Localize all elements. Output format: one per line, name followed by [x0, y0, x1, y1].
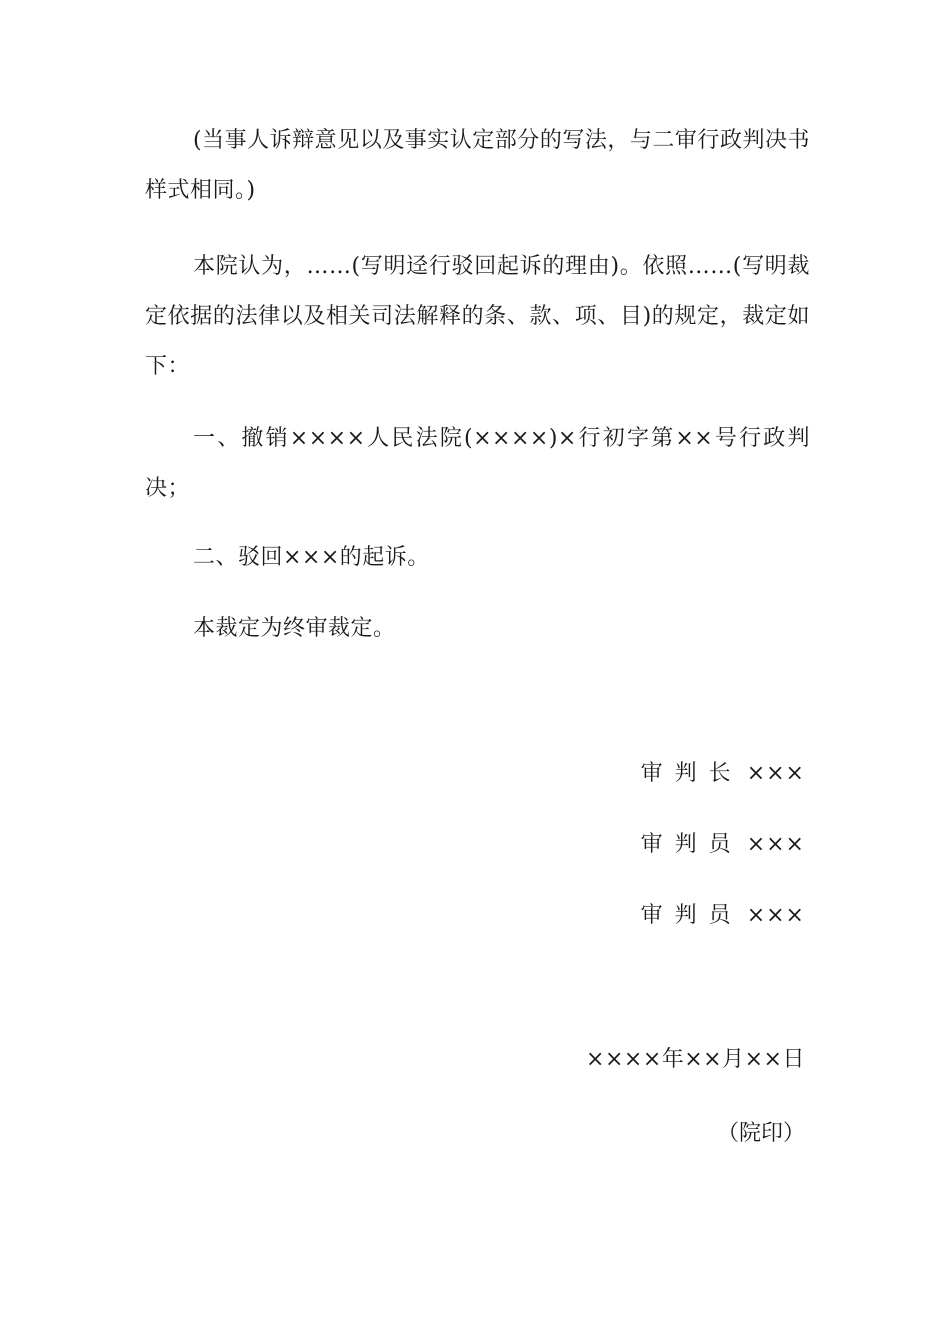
- paragraph-final-ruling: 本裁定为终审裁定。: [193, 616, 396, 641]
- signature-role: 审判员: [640, 832, 743, 857]
- court-seal-note: （院印）: [716, 1121, 805, 1146]
- ruling-date: ××××年××月××日: [586, 1047, 805, 1072]
- signature-judge-2: [641, 901, 805, 931]
- signature-judge-1: [641, 830, 805, 860]
- paragraph-ruling-item-1: 一、撤销××××人民法院(××××)×行初字第××号行政判决；: [145, 426, 810, 501]
- signature-name: ×××: [746, 832, 805, 857]
- paragraph-court-reasoning: 本院认为，……(写明迳行驳回起诉的理由)。依照……(写明裁定依据的法律以及相关司法解释的条、款、项、目)的规定，裁定如下：: [145, 254, 810, 379]
- paragraph-ruling-item-2: 二、驳回×××的起诉。: [193, 545, 430, 570]
- signature-role: 审判员: [640, 903, 743, 928]
- paragraph-facts-note: (当事人诉辩意见以及事实认定部分的写法，与二审行政判决书样式相同。): [145, 128, 810, 203]
- signature-name: ×××: [746, 761, 805, 786]
- signature-name: ×××: [746, 903, 805, 928]
- signature-presiding-judge: [641, 759, 805, 789]
- signature-role: 审判长: [640, 761, 743, 786]
